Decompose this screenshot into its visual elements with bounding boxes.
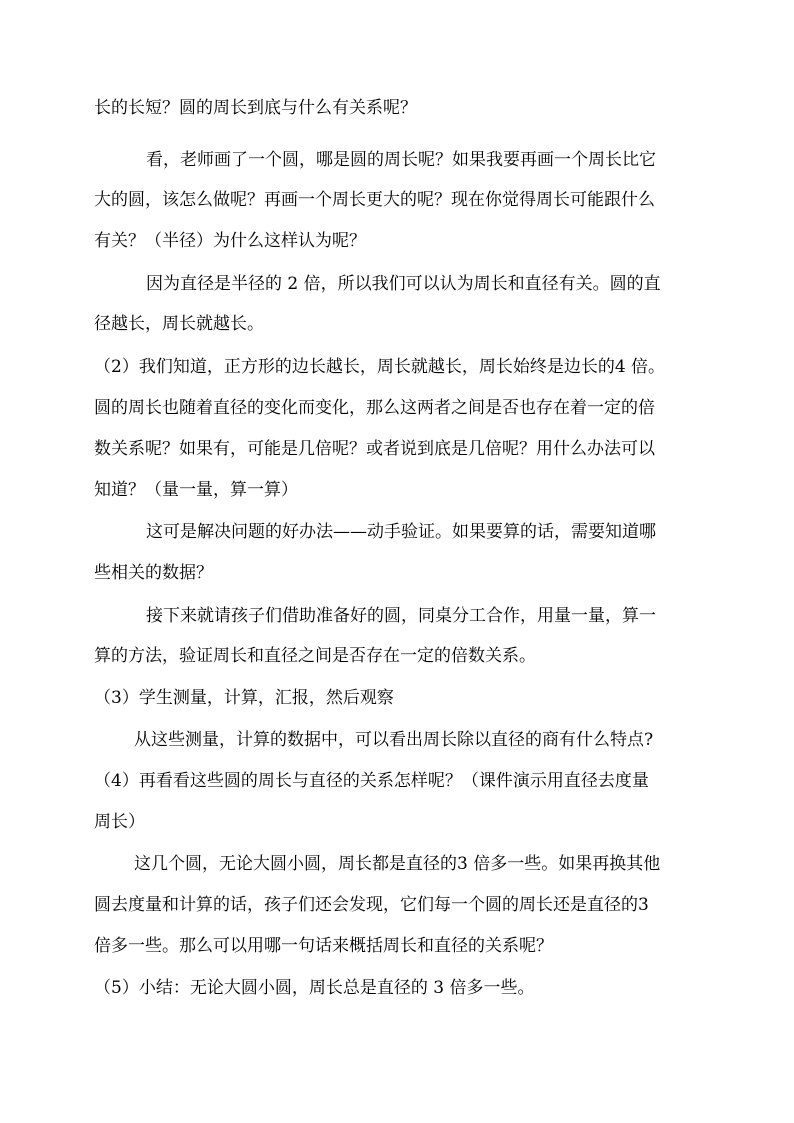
text-line-12: 些相关的数据？ (94, 563, 213, 583)
text-line-4: 有关？（半径）为什么这样认为呢？ (94, 231, 366, 251)
text-line-8: 圆的周长也随着直径的变化而变化，那么这两者之间是否也存在着一定的倍 (94, 398, 655, 418)
text-line-13: 接下来就请孩子们借助准备好的圆，同桌分工合作，用量一量，算一 (146, 606, 656, 626)
text-line-16: 从这些测量，计算的数据中，可以看出周长除以直径的商有什么特点? (134, 730, 654, 750)
text-line-22: （5）小结：无论大圆小圆，周长总是直径的 3 倍多一些。 (94, 978, 535, 998)
text-line-3: 大的圆，该怎么做呢？再画一个周长更大的呢？现在你觉得周长可能跟什么 (94, 190, 655, 210)
text-line-14: 算的方法，验证周长和直径之间是否存在一定的倍数关系。 (94, 646, 536, 666)
text-line-2: 看，老师画了一个圆，哪是圆的周长呢？如果我要再画一个周长比它 (146, 150, 656, 170)
text-line-1: 长的长短？圆的周长到底与什么有关系呢？ (94, 98, 417, 118)
text-line-15: （3）学生测量，计算，汇报，然后观察 (94, 688, 394, 708)
text-line-5: 因为直径是半径的 2 倍，所以我们可以认为周长和直径有关。圆的直 (146, 274, 661, 294)
text-line-11: 这可是解决问题的好办法——动手验证。如果要算的话，需要知道哪 (146, 522, 656, 542)
text-line-18: 周长） (94, 812, 145, 832)
text-line-17: （4）再看看这些圆的周长与直径的关系怎样呢？（课件演示用直径去度量 (94, 771, 649, 791)
text-line-7: （2）我们知道，正方形的边长越长，周长就越长，周长始终是边长的4 倍。 (94, 357, 666, 377)
text-line-19: 这几个圆，无论大圆小圆，周长都是直径的3 倍多一些。如果再换其他 (134, 854, 661, 874)
text-line-6: 径越长，周长就越长。 (94, 314, 264, 334)
text-line-21: 倍多一些。那么可以用哪一句话来概括周长和直径的关系呢？ (94, 936, 553, 956)
text-line-20: 圆去度量和计算的话，孩子们还会发现，它们每一个圆的周长还是直径的3 (94, 895, 649, 915)
text-line-9: 数关系呢？如果有，可能是几倍呢？或者说到底是几倍呢？用什么办法可以 (94, 439, 655, 459)
text-line-10: 知道？（量一量，算一算） (94, 480, 298, 500)
